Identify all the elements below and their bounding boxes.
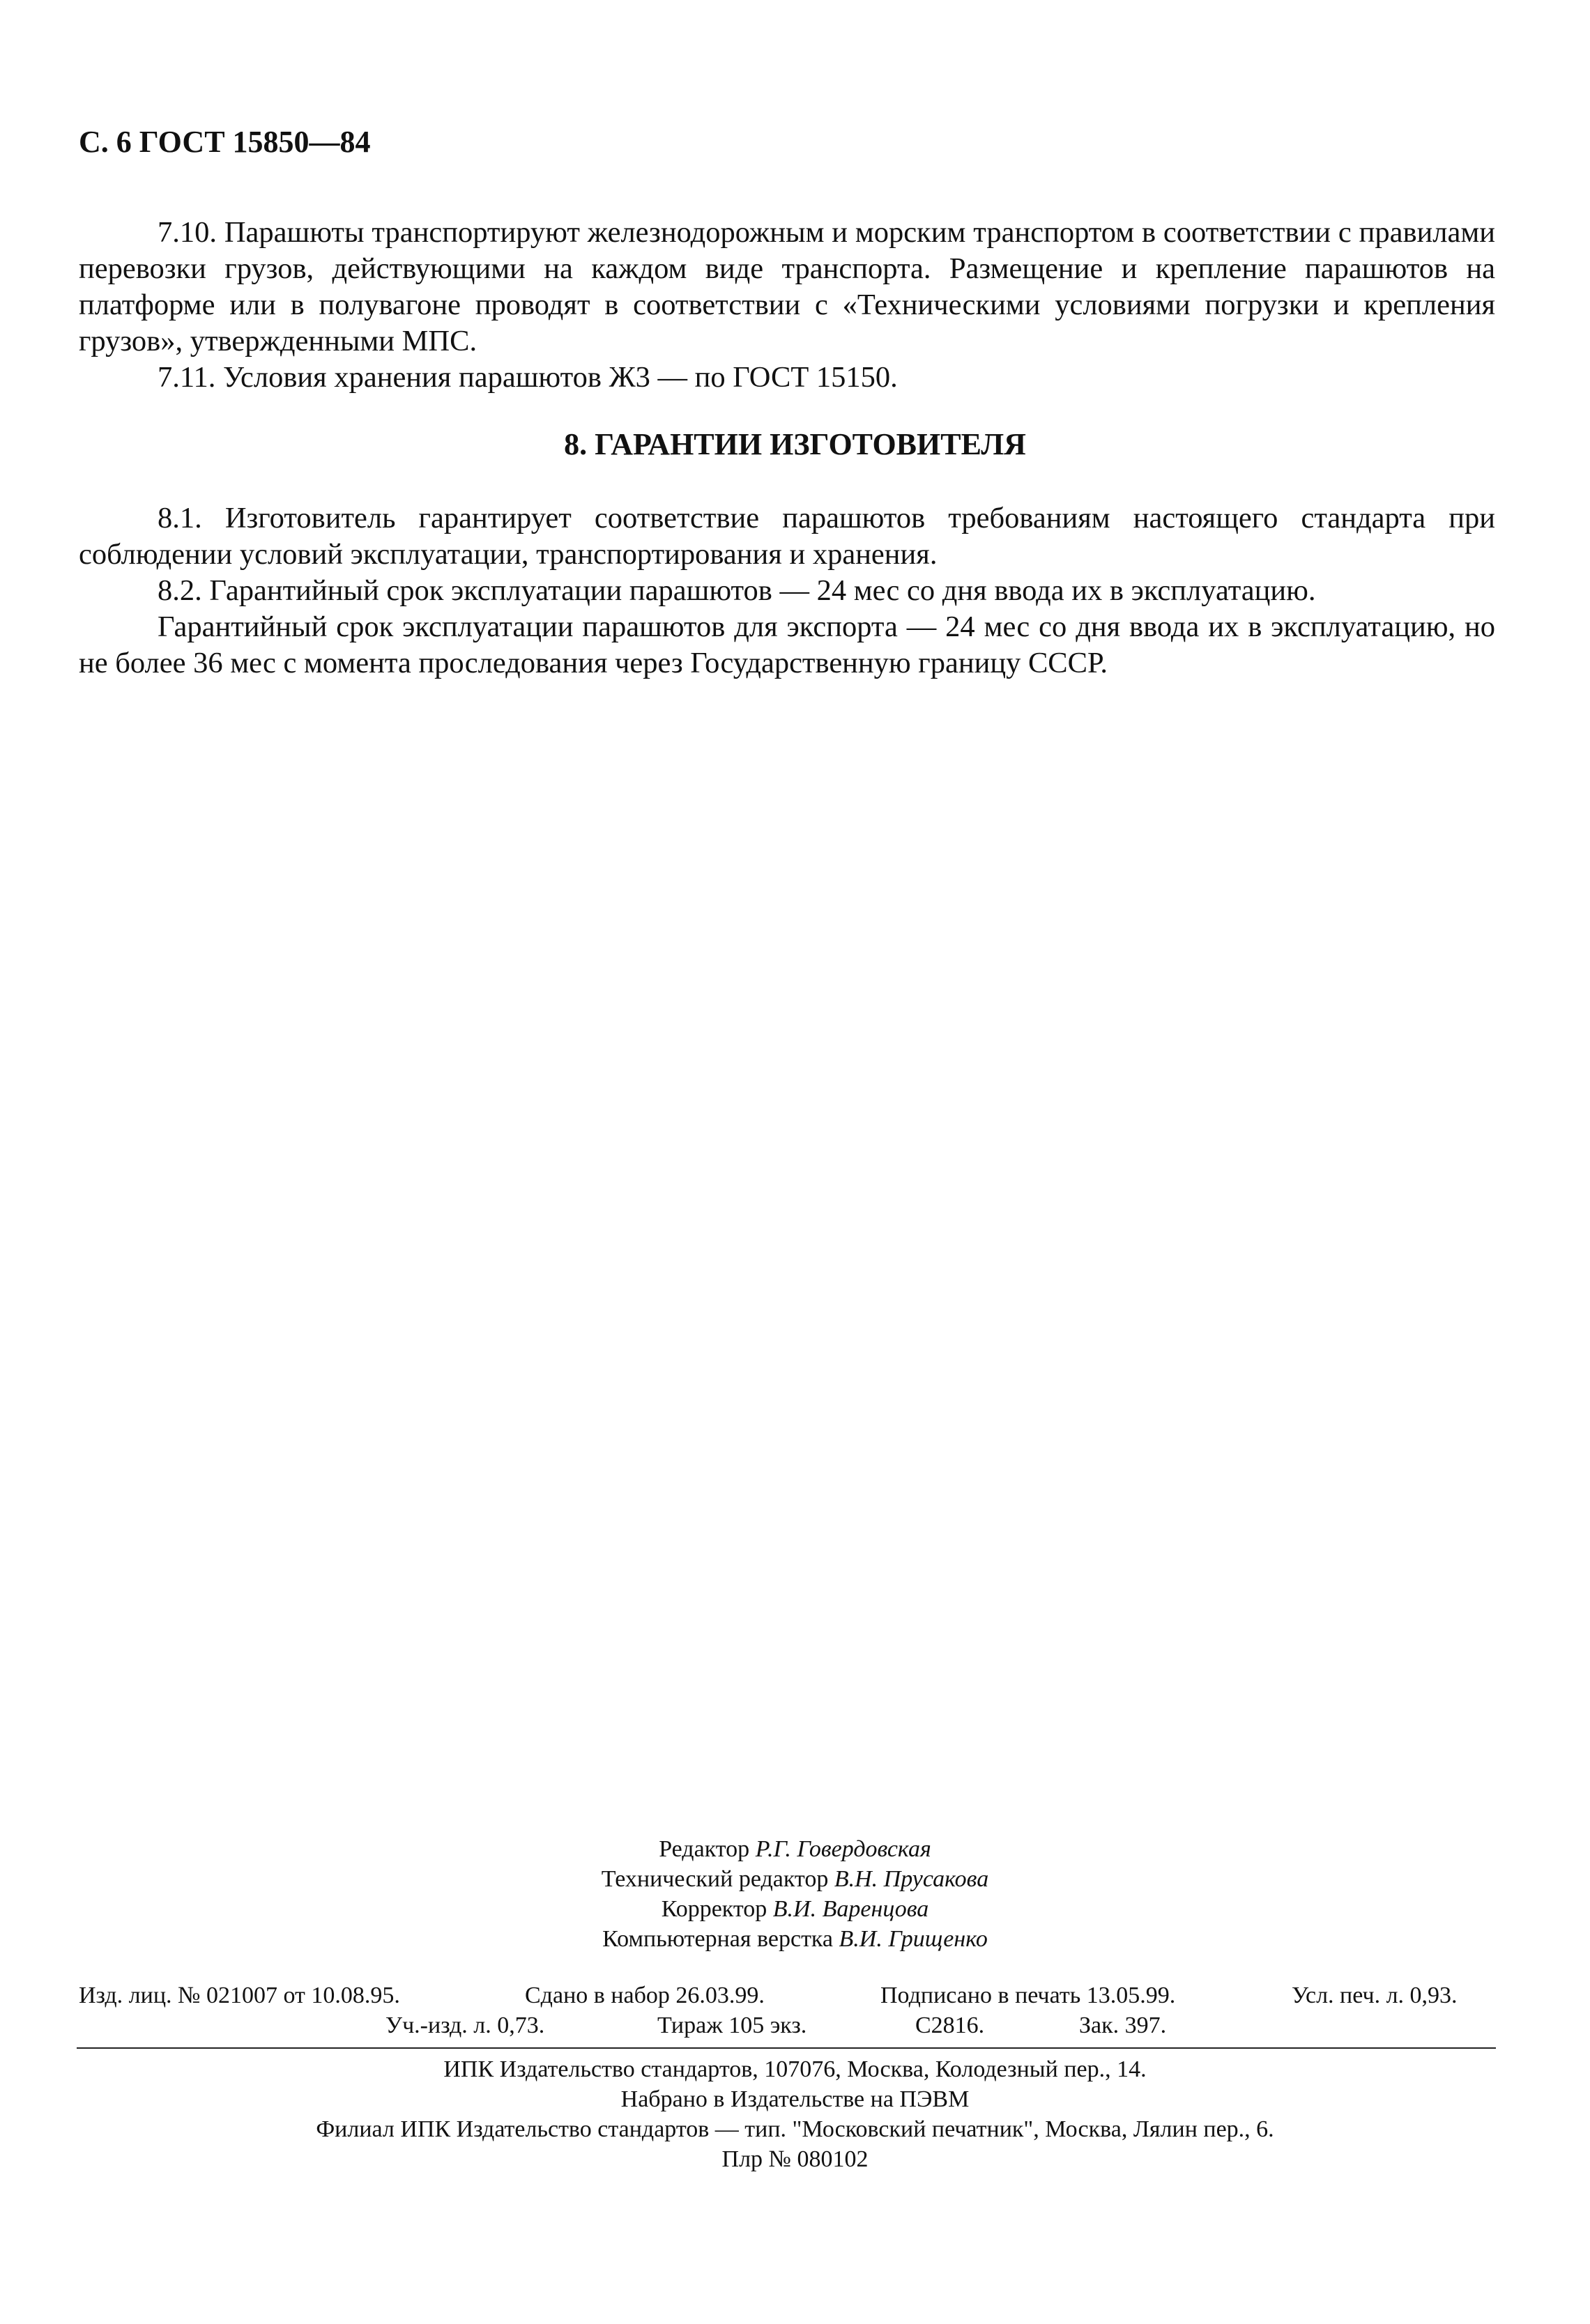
paragraph-7-10: 7.10. Парашюты транспортируют железнодорожным и морским транспортом в соответствии с правилами перевозки грузов, действующими на каждом виде транспорта. Размещение и крепление парашютов на платформе или в полувагоне проводят в соответствии с «Техническими условиями погрузки и крепления грузов», утвержденными МПС. [79, 216, 1495, 357]
section-7-text [79, 215, 1495, 396]
paragraph-7-11: 7.11. Условия хранения парашютов Ж3 — по ГОСТ 15150. [158, 361, 898, 394]
paragraph-8-1: 8.1. Изготовитель гарантирует соответствие парашютов требованиям настоящего стандарта при соблюдении условий эксплуатации, транспортирования и хранения. [79, 502, 1495, 571]
pub-order: Зак. 397. [1079, 2013, 1167, 2038]
credits-block [0, 1834, 1590, 1954]
pub-circulation: Тираж 105 экз. [657, 2013, 807, 2038]
pub-license: Изд. лиц. № 021007 от 10.08.95. [79, 1983, 400, 2008]
section-8-title: 8. ГАРАНТИИ ИЗГОТОВИТЕЛЯ [564, 427, 1026, 461]
pub-code: С2816. [915, 2013, 985, 2038]
pub-publisher-sheets: Уч.-изд. л. 0,73. [385, 2013, 545, 2038]
section-8-text [79, 500, 1495, 682]
credit-proofreader: Корректор В.И. Варенцова [661, 1896, 929, 1922]
imprint-branch: Филиал ИПК Издательство стандартов — тип. "Московский печатник", Москва, Лялин пер., 6. [316, 2116, 1274, 2142]
divider-rule [77, 2047, 1496, 2049]
imprint-license: Плр № 080102 [721, 2146, 869, 2172]
paragraph-8-2: 8.2. Гарантийный срок эксплуатации парашютов — 24 мес со дня ввода их в эксплуатацию. [158, 574, 1316, 607]
pub-signed-date: Подписано в печать 13.05.99. [880, 1983, 1176, 2008]
page-header: С. 6 ГОСТ 15850—84 [79, 125, 371, 159]
pub-print-sheets: Усл. печ. л. 0,93. [1292, 1983, 1458, 2008]
credit-tech-editor: Технический редактор В.Н. Прусакова [601, 1866, 989, 1892]
imprint-typeset: Набрано в Издательстве на ПЭВМ [620, 2086, 970, 2112]
credit-layout: Компьютерная верстка В.И. Грищенко [602, 1926, 988, 1952]
pub-typeset-date: Сдано в набор 26.03.99. [525, 1983, 765, 2008]
imprint-publisher: ИПК Издательство стандартов, 107076, Москва, Колодезный пер., 14. [443, 2056, 1147, 2082]
imprint-block [0, 2054, 1590, 2174]
paragraph-8-2-export: Гарантийный срок эксплуатации парашютов для экспорта — 24 мес со дня ввода их в эксплуатацию, но не более 36 мес с момента проследования через Государственную границу СССР. [79, 610, 1495, 679]
credit-editor: Редактор Р.Г. Говердовская [659, 1836, 931, 1862]
